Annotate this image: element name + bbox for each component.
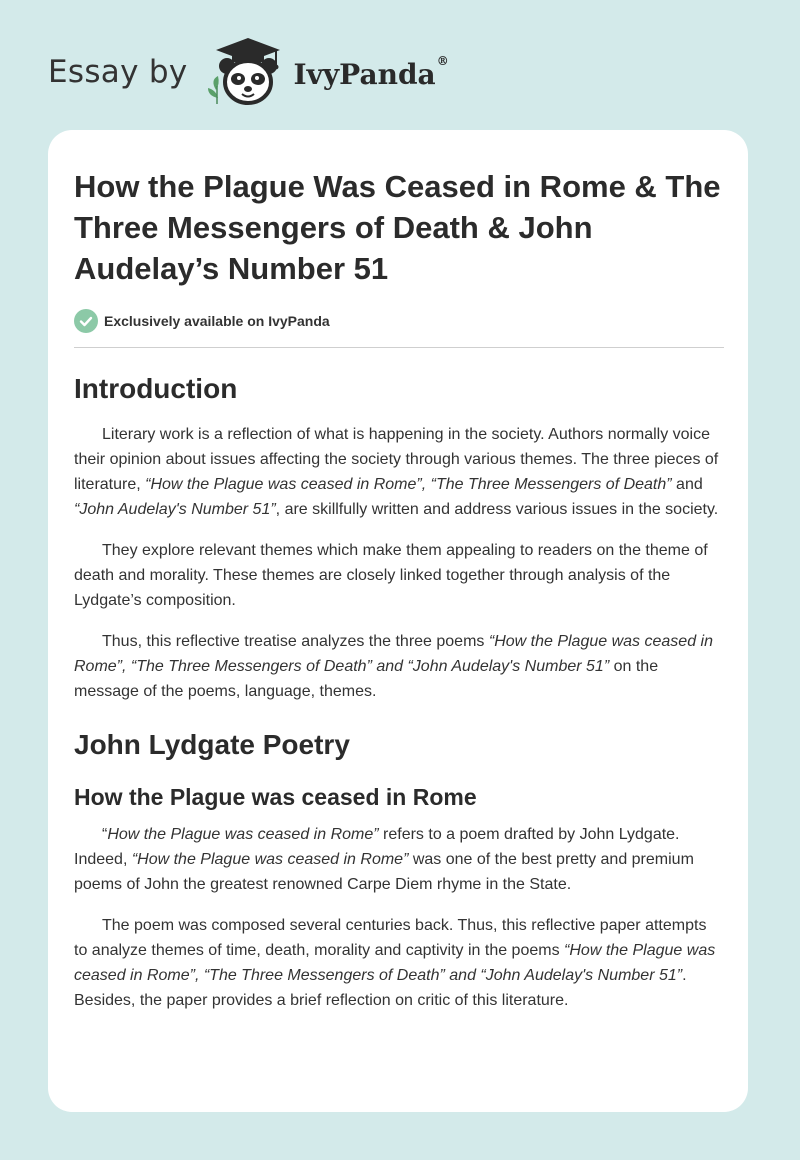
section-heading-lydgate: John Lydgate Poetry [74,729,350,760]
brand-name[interactable]: IvyPanda® [293,53,449,91]
intro-paragraph-3: Thus, this reflective treatise analyzes the three poems “How the Plague was ceased in Rome”, “The Three Messengers of Death” and “John Audelay's Number 51” on the message of the poems, language, themes. [74,633,713,700]
lydgate-paragraph-2: The poem was composed several centuries back. Thus, this reflective paper attempts to analyze themes of time, death, morality and captivity in the poems “How the Plague was ceased in Rome”, “The Three Messengers of Death” and “John Audelay's Number 51”. Besides, the paper provides a brief reflection on critic of this literature. [74,917,716,1009]
lydgate-paragraph-1: “How the Plague was ceased in Rome” refers to a poem drafted by John Lydgate. Indeed, “How the Plague was ceased in Rome” was one of the best pretty and premium poems of John the greatest renowned Carpe Diem rhyme in the State. [74,826,694,893]
essay-title: How the Plague Was Ceased in Rome & The Three Messengers of Death & John Audelay’s Number 51 [74,169,721,286]
site-header [48,36,449,108]
subsection-heading-plague: How the Plague was ceased in Rome [74,784,477,810]
exclusive-badge-row [74,309,724,348]
check-badge-icon [74,309,98,333]
essay-card [48,130,748,1112]
intro-paragraph-1: Literary work is a reflection of what is happening in the society. Authors normally voice their opinion about issues affecting the society through various themes. The three pieces of literature, “How the Plague was ceased in Rome”, “The Three Messengers of Death” and “John Audelay's Number 51”, are skillfully written and address various issues in the society. [74,426,719,518]
panda-graduate-icon[interactable] [202,36,290,108]
essay-by-label: Essay by [48,54,188,90]
intro-paragraph-2: They explore relevant themes which make them appealing to readers on the theme of death and morality. These themes are closely linked together through analysis of the Lydgate’s composition. [74,542,708,609]
section-heading-introduction: Introduction [74,373,238,404]
registered-mark: ® [436,53,449,68]
exclusive-label: Exclusively available on IvyPanda [104,313,330,329]
essay-content [74,166,724,1029]
